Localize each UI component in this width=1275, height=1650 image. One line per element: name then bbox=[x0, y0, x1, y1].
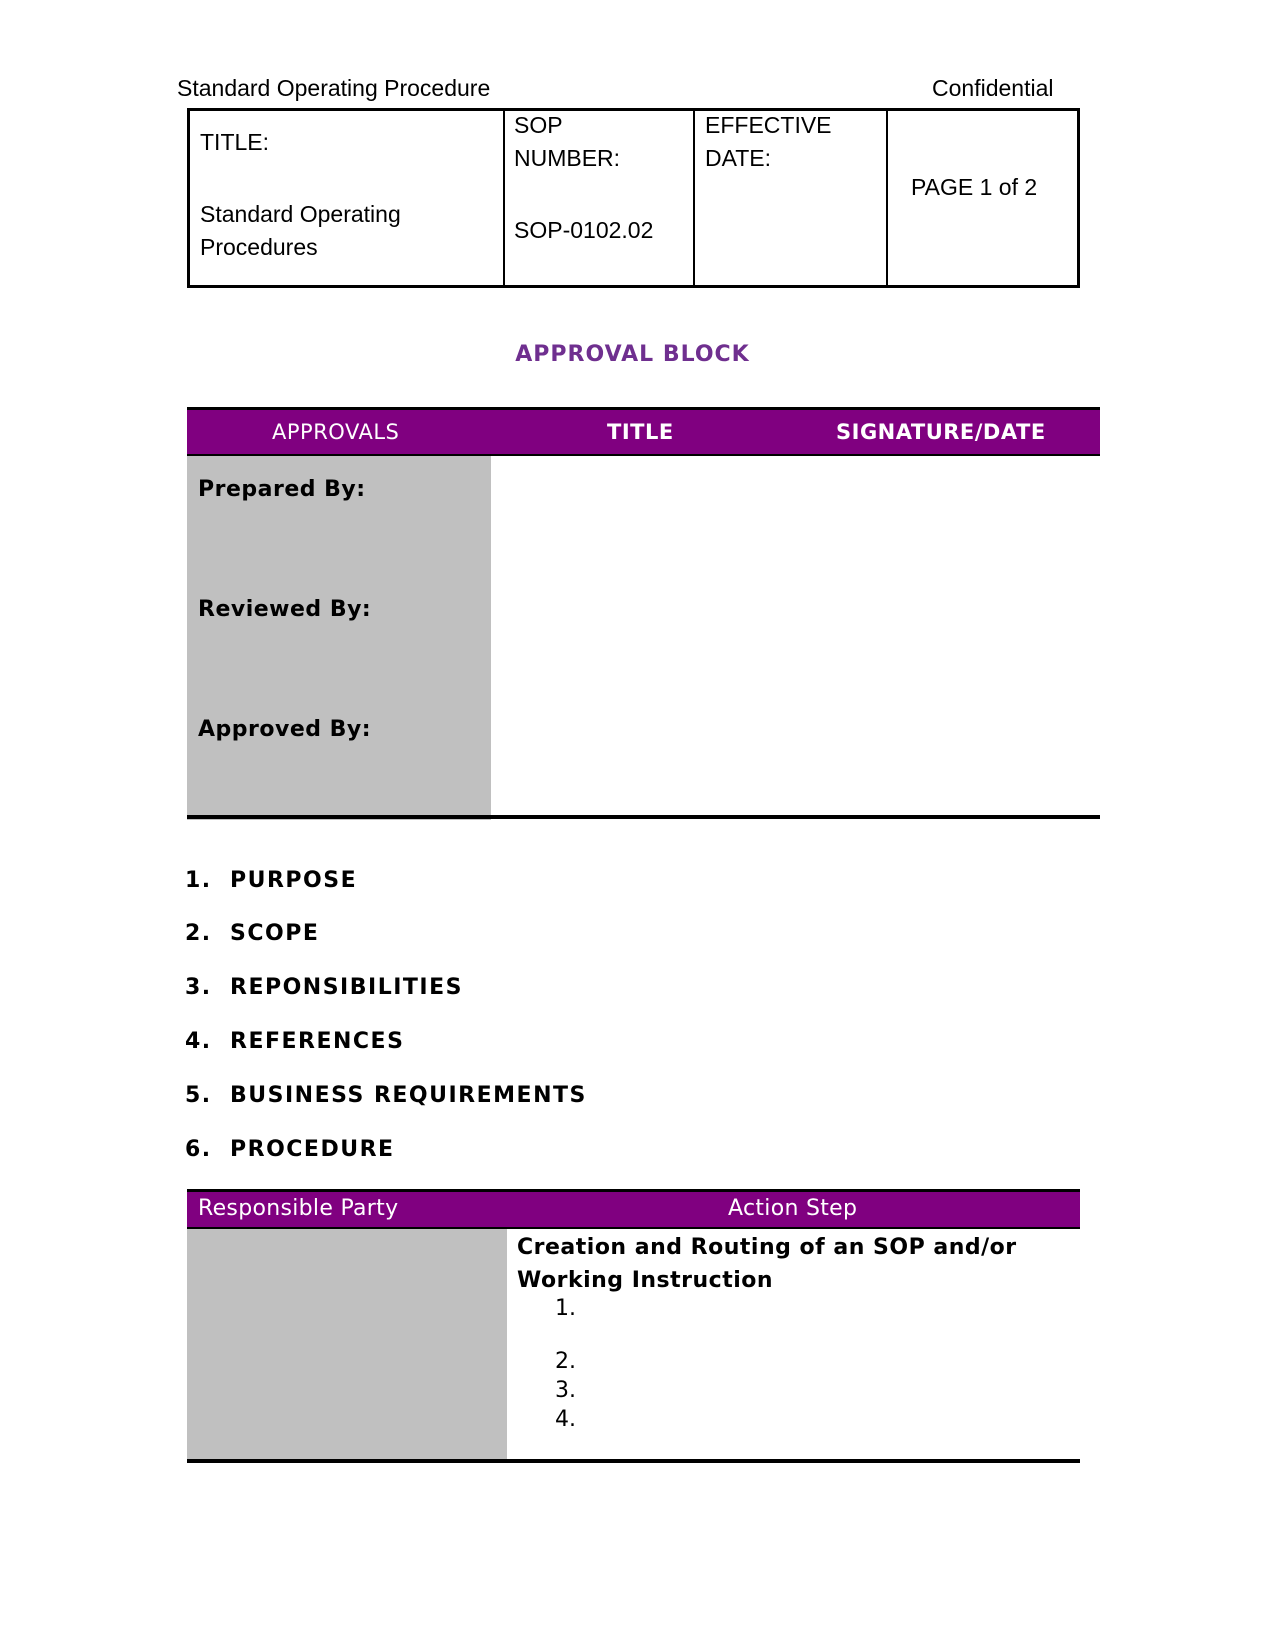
sop-number-label-line1: SOP bbox=[514, 112, 563, 138]
title-label: TITLE: bbox=[200, 129, 270, 155]
approved-by-label: Approved By: bbox=[198, 717, 372, 742]
running-header-right: Confidential bbox=[932, 75, 1054, 101]
sop-number-label-line2: NUMBER: bbox=[514, 145, 621, 171]
section-business-requirements: 5. BUSINESS REQUIREMENTS bbox=[185, 1083, 587, 1108]
info-divider bbox=[886, 111, 888, 285]
title-value-line2: Procedures bbox=[200, 234, 318, 260]
approval-table-bottom-rule bbox=[187, 815, 1100, 819]
procedure-table bbox=[187, 1189, 1080, 1463]
procedure-table-header bbox=[187, 1189, 1080, 1229]
column-approvals: APPROVALS bbox=[272, 420, 400, 444]
effective-date-label-line1: EFFECTIVE bbox=[705, 112, 832, 138]
title-value-line1: Standard Operating bbox=[200, 201, 401, 227]
section-references: 4. REFERENCES bbox=[185, 1029, 405, 1054]
action-step-item: 3. bbox=[555, 1378, 576, 1403]
action-step-item: 2. bbox=[555, 1349, 576, 1374]
prepared-by-label: Prepared By: bbox=[198, 477, 366, 502]
column-signature-date: SIGNATURE/DATE bbox=[836, 420, 1046, 444]
info-divider bbox=[693, 111, 695, 285]
procedure-table-bottom-rule bbox=[187, 1459, 1080, 1463]
action-step-title: Creation and Routing of an SOP and/or Working Instruction bbox=[517, 1235, 1017, 1293]
sop-number-value: SOP-0102.02 bbox=[514, 217, 654, 243]
approval-table bbox=[187, 407, 1100, 819]
column-title: TITLE bbox=[607, 420, 674, 444]
column-action-step: Action Step bbox=[728, 1196, 858, 1221]
running-header-left: Standard Operating Procedure bbox=[177, 75, 491, 101]
action-step-item: 1. bbox=[555, 1296, 576, 1321]
info-divider bbox=[503, 111, 505, 285]
section-procedure: 6. PROCEDURE bbox=[185, 1137, 395, 1162]
section-responsibilities: 3. REPONSIBILITIES bbox=[185, 975, 463, 1000]
approval-table-header bbox=[187, 407, 1100, 456]
section-scope: 2. SCOPE bbox=[185, 921, 320, 946]
sop-info-box bbox=[187, 108, 1080, 288]
effective-date-label-line2: DATE: bbox=[705, 145, 772, 171]
action-step-item: 4. bbox=[555, 1407, 576, 1432]
approval-block-heading: APPROVAL BLOCK bbox=[515, 342, 750, 367]
column-responsible-party: Responsible Party bbox=[198, 1196, 399, 1221]
section-purpose: 1. PURPOSE bbox=[185, 868, 358, 893]
page-indicator: PAGE 1 of 2 bbox=[911, 174, 1038, 200]
responsible-party-cell bbox=[187, 1229, 507, 1460]
approval-label-column bbox=[187, 456, 491, 820]
reviewed-by-label: Reviewed By: bbox=[198, 597, 372, 622]
